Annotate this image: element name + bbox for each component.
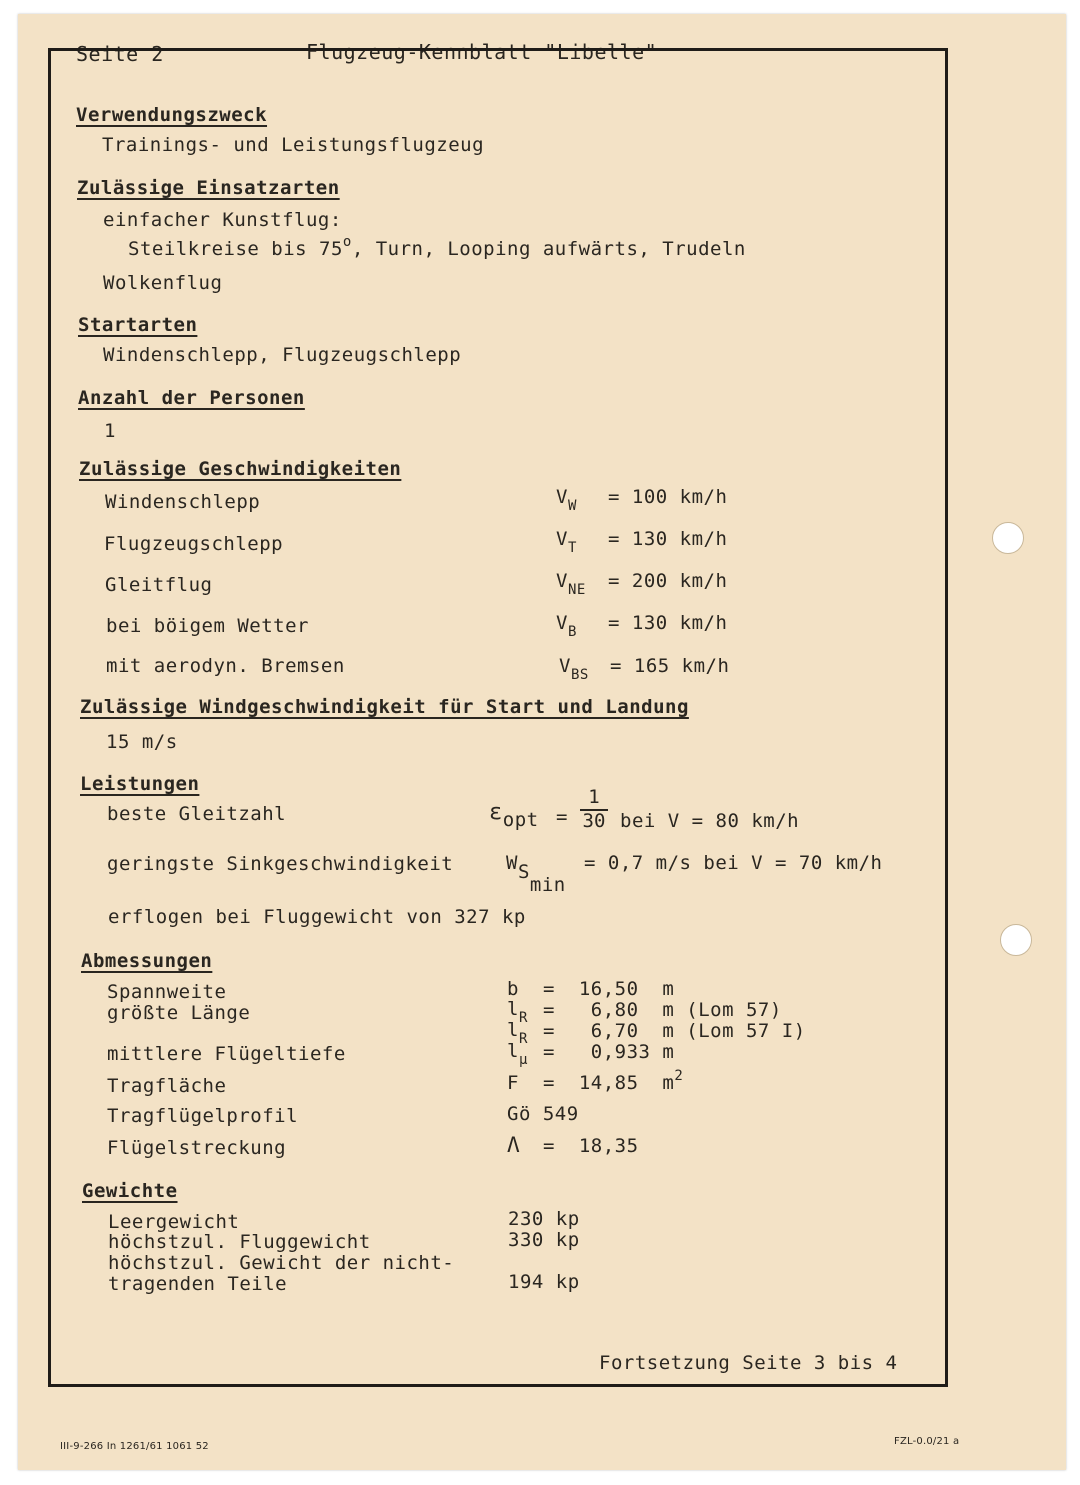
dimension-value: = 16,50 m bbox=[543, 978, 675, 1000]
weight-value: 194 kp bbox=[508, 1271, 580, 1293]
dimension-symbol: $l_\mu$ bbox=[507, 1040, 528, 1068]
speed-value: = 130 km/h bbox=[608, 528, 728, 550]
personen-anzahl: 1 bbox=[104, 420, 116, 442]
wind-value: 15 m/s bbox=[106, 731, 178, 753]
speed-symbol: $V_W$ bbox=[556, 486, 577, 514]
dimension-symbol: $l_R$ bbox=[507, 998, 528, 1026]
gleitzahl-numerator: 1 bbox=[588, 786, 600, 808]
weight-label: Leergewicht bbox=[108, 1211, 240, 1233]
weight-value: 330 kp bbox=[508, 1229, 580, 1251]
punch-hole-lower bbox=[1000, 924, 1032, 956]
heading-gewichte: Gewichte bbox=[82, 1180, 178, 1202]
heading-leistungen: Leistungen bbox=[80, 773, 200, 795]
heading-verwendungszweck: Verwendungszweck bbox=[76, 104, 268, 126]
sink-label: geringste Sinkgeschwindigkeit bbox=[107, 853, 454, 875]
weight-label: höchstzul. Gewicht der nicht- bbox=[108, 1252, 455, 1274]
speed-label: Windenschlepp bbox=[105, 491, 261, 513]
speed-symbol: $V_{NE}$ bbox=[556, 570, 586, 598]
heading-abmessungen: Abmessungen bbox=[81, 950, 213, 972]
dimension-symbol: F bbox=[507, 1072, 519, 1094]
speed-symbol: $V_T$ bbox=[556, 528, 577, 556]
page-number: Seite 2 bbox=[76, 42, 164, 66]
dimension-value: = 18,35 bbox=[543, 1135, 639, 1157]
speed-symbol: $V_{BS}$ bbox=[559, 655, 589, 683]
dimension-label: Spannweite bbox=[107, 981, 227, 1003]
gleitzahl-denominator: 30 bbox=[582, 810, 606, 832]
dimension-symbol: $l_R$ bbox=[507, 1019, 528, 1047]
heading-anzahl-personen: Anzahl der Personen bbox=[78, 387, 305, 409]
gleitzahl-label: beste Gleitzahl bbox=[107, 803, 287, 825]
dimension-label: Tragfläche bbox=[107, 1075, 227, 1097]
speed-label: mit aerodyn. Bremsen bbox=[106, 655, 345, 677]
verwendungszweck-text: Trainings- und Leistungsflugzeug bbox=[102, 134, 485, 156]
sink-symbol: WSmin bbox=[506, 852, 566, 896]
gleitzahl-symbol: εopt bbox=[489, 800, 539, 831]
startarten-text: Windenschlepp, Flugzeugschlepp bbox=[103, 344, 462, 366]
heading-startarten: Startarten bbox=[78, 314, 198, 336]
einsatz-kunstflug: einfacher Kunstflug: bbox=[103, 209, 342, 231]
continuation-note: Fortsetzung Seite 3 bis 4 bbox=[599, 1352, 898, 1374]
dimension-label: Flügelstreckung bbox=[107, 1137, 287, 1159]
heading-geschwindigkeiten: Zulässige Geschwindigkeiten bbox=[79, 458, 402, 480]
dimension-value: = 6,80 m (Lom 57) bbox=[543, 999, 782, 1021]
footer-print-code: III-9-266 In 1261/61 1061 52 bbox=[60, 1441, 209, 1452]
dimension-label: Tragflügelprofil bbox=[107, 1105, 299, 1127]
gleitzahl-rest: bei V = 80 km/h bbox=[620, 810, 800, 832]
einsatz-wolkenflug: Wolkenflug bbox=[103, 272, 223, 294]
dimension-symbol: Λ bbox=[507, 1133, 521, 1157]
dimension-value: = 0,933 m bbox=[543, 1041, 675, 1063]
dimension-label: mittlere Flügeltiefe bbox=[107, 1043, 346, 1065]
heading-windgeschwindigkeit: Zulässige Windgeschwindigkeit für Start und Landung bbox=[80, 696, 689, 718]
dimension-symbol: Gö 549 bbox=[507, 1103, 579, 1125]
document-title: Flugzeug-Kennblatt "Libelle" bbox=[306, 40, 658, 64]
speed-symbol: $V_B$ bbox=[556, 612, 577, 640]
weight-value: 230 kp bbox=[508, 1208, 580, 1230]
dimension-label: größte Länge bbox=[107, 1002, 251, 1024]
weight-label: höchstzul. Fluggewicht bbox=[108, 1231, 371, 1253]
dimension-value: = 14,85 $m^2$ bbox=[543, 1068, 684, 1094]
dimension-value: = 6,70 m (Lom 57 I) bbox=[543, 1020, 806, 1042]
punch-hole-upper bbox=[992, 522, 1024, 554]
sink-value: = 0,7 m/s bei V = 70 km/h bbox=[584, 852, 883, 874]
weight-label: tragenden Teile bbox=[108, 1273, 288, 1295]
speed-label: Flugzeugschlepp bbox=[104, 533, 284, 555]
speed-value: = 200 km/h bbox=[608, 570, 728, 592]
speed-label: bei böigem Wetter bbox=[106, 615, 309, 637]
einsatz-figuren: Steilkreise bis 75$^o$, Turn, Looping aufwärts, Trudeln bbox=[128, 234, 746, 260]
footer-form-code: FZL-0.0/21 a bbox=[894, 1436, 960, 1447]
speed-value: = 100 km/h bbox=[608, 486, 728, 508]
speed-value: = 130 km/h bbox=[608, 612, 728, 634]
dimension-symbol: b bbox=[507, 978, 519, 1000]
gleitzahl-equals: = bbox=[556, 806, 568, 828]
speed-label: Gleitflug bbox=[105, 574, 213, 596]
speed-value: = 165 km/h bbox=[610, 655, 730, 677]
heading-einsatzarten: Zulässige Einsatzarten bbox=[77, 177, 340, 199]
erflogen-text: erflogen bei Fluggewicht von 327 kp bbox=[108, 906, 526, 928]
